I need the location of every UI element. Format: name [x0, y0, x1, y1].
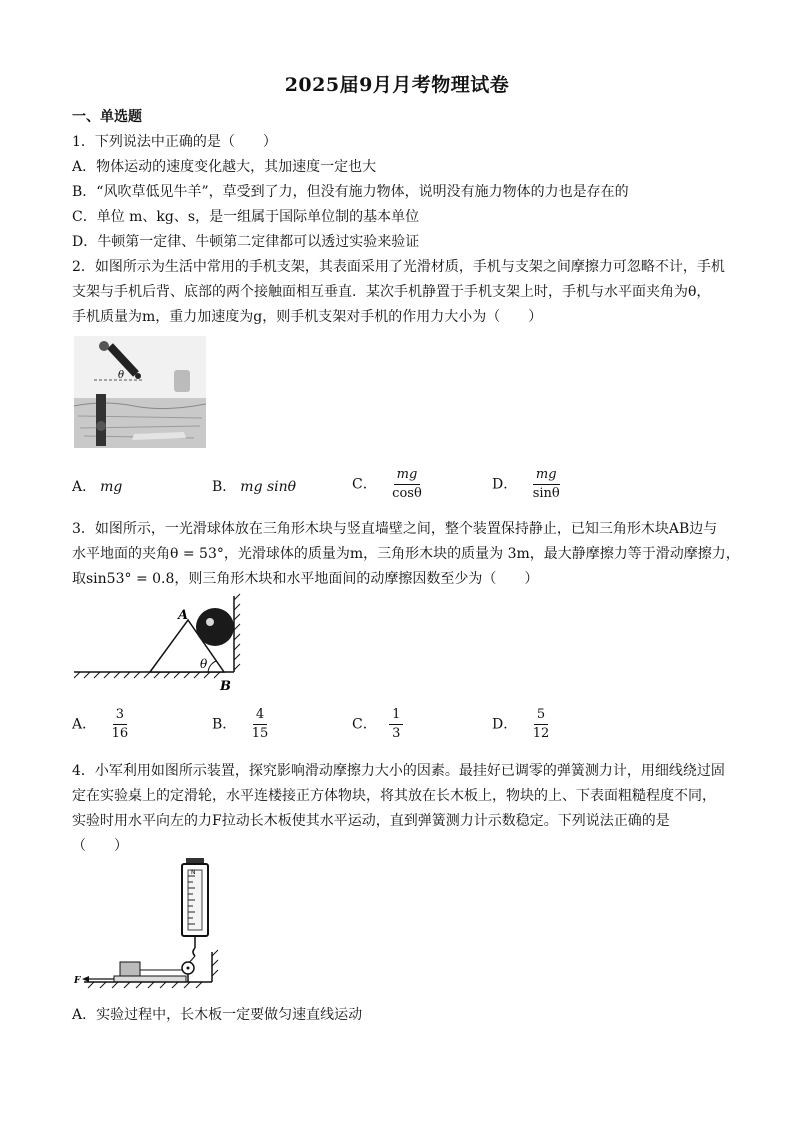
- q2-option-a: [72, 476, 122, 496]
- q2-option-b: [212, 476, 296, 496]
- page-title: 2025届9月月考物理试卷: [284, 74, 510, 96]
- q2-option-a-label: A．: [72, 479, 97, 495]
- q3-label-a: A: [178, 608, 189, 623]
- q3-option-d-denominator: 12: [532, 726, 550, 741]
- q3-option-a: [72, 706, 131, 743]
- q2-option-c-denominator: cosθ: [392, 486, 422, 501]
- q4-stem-line4: （ ）: [72, 838, 128, 854]
- q3-option-d-fraction: [530, 706, 553, 743]
- q2-theta-label: θ: [118, 370, 125, 381]
- q4-scale-unit-label: N: [191, 869, 196, 876]
- q2-option-d: [492, 466, 563, 503]
- q4-stem-line2: 定在实验桌上的定滑轮，水平连楼接正方体物块，将其放在长木板上，物块的上、下表面粗糙程度不同，: [72, 788, 716, 804]
- q2-option-c-fraction: [389, 466, 425, 503]
- q3-option-c-label: C．: [352, 716, 377, 733]
- q3-stem-line2: 水平地面的夹角θ = 53°，光滑球体的质量为m，三角形木块的质量为 3m，最大静摩擦力等于滑动摩擦力，: [72, 546, 740, 562]
- q3-option-a-label: A．: [72, 716, 97, 733]
- q2-option-d-numerator: mg: [533, 466, 560, 485]
- q2-option-b-label: B．: [212, 479, 237, 495]
- q4-stem-line1: 4．小军利用如图所示装置，探究影响滑动摩擦力大小的因素。最挂好已调零的弹簧测力计，用细线绕过固: [72, 763, 725, 779]
- q1-option-d: D．牛顿第一定律、牛顿第二定律都可以透过实验来验证: [72, 234, 420, 250]
- q3-option-a-fraction: [109, 706, 132, 743]
- q3-option-c-denominator: 3: [392, 726, 401, 741]
- phone-stand-figure: [74, 336, 206, 448]
- q2-option-c: [352, 466, 425, 503]
- q2-option-c-label: C．: [352, 476, 377, 493]
- q1-option-a: A．物体运动的速度变化越大，其加速度一定也大: [72, 159, 377, 175]
- q2-option-d-denominator: sinθ: [532, 486, 560, 501]
- q3-label-b: B: [220, 679, 231, 694]
- q3-option-c-numerator: 1: [389, 706, 403, 725]
- q4-stem-line3: 实验时用水平向左的力F拉动长木板使其水平运动，直到弹簧测力计示数稳定。下列说法正确的是: [72, 813, 670, 829]
- q3-option-b-denominator: 15: [251, 726, 269, 741]
- q3-option-c: [352, 706, 403, 743]
- q3-option-d-numerator: 5: [534, 706, 548, 725]
- wedge-ball-figure: [74, 592, 246, 696]
- q1-option-c: C．单位 m、kg、s，是一组属于国际单位制的基本单位: [72, 209, 420, 225]
- q3-option-b-numerator: 4: [253, 706, 267, 725]
- q2-stem-line1: 2．如图所示为生活中常用的手机支架，其表面采用了光滑材质，手机与支架之间摩擦力可忽略不计，手机: [72, 259, 725, 275]
- q3-stem-line3: 取sin53° = 0.8，则三角形木块和水平地面间的动摩擦因数至少为（ ）: [72, 571, 539, 587]
- q3-option-d-label: D．: [492, 716, 518, 733]
- q2-option-c-numerator: mg: [394, 466, 421, 485]
- q3-option-a-numerator: 3: [113, 706, 127, 725]
- q3-option-c-fraction: [389, 706, 403, 743]
- q3-option-b: [212, 706, 271, 743]
- q3-label-theta: θ: [200, 657, 208, 671]
- q3-option-b-label: B．: [212, 716, 237, 733]
- q3-option-d: [492, 706, 552, 743]
- q2-option-a-value: mg: [100, 479, 123, 495]
- section-heading: 一、单选题: [72, 109, 142, 125]
- q2-option-d-label: D．: [492, 476, 518, 493]
- spring-scale-figure: [74, 856, 234, 992]
- q3-option-a-denominator: 16: [111, 726, 129, 741]
- q1-stem: 1．下列说法中正确的是（ ）: [72, 134, 277, 150]
- q3-stem-line1: 3．如图所示，一光滑球体放在三角形木块与竖直墙壁之间，整个装置保持静止，已知三角形木块AB边与: [72, 521, 718, 537]
- q2-option-b-value: mg sinθ: [240, 479, 297, 495]
- q2-option-d-fraction: [530, 466, 563, 503]
- q2-stem-line2: 支架与手机后背、底部的两个接触面相互垂直．某次手机静置于手机支架上时，手机与水平面夹角为θ，: [72, 284, 711, 300]
- q3-option-b-fraction: [249, 706, 272, 743]
- q2-stem-line3: 手机质量为m，重力加速度为g，则手机支架对手机的作用力大小为（ ）: [72, 309, 543, 325]
- q4-force-label: F: [74, 976, 81, 986]
- q4-option-a: A．实验过程中，长木板一定要做匀速直线运动: [72, 1007, 363, 1023]
- q1-option-b: B．“风吹草低见牛羊”，草受到了力，但没有施力物体，说明没有施力物体的力也是存在的: [72, 184, 629, 200]
